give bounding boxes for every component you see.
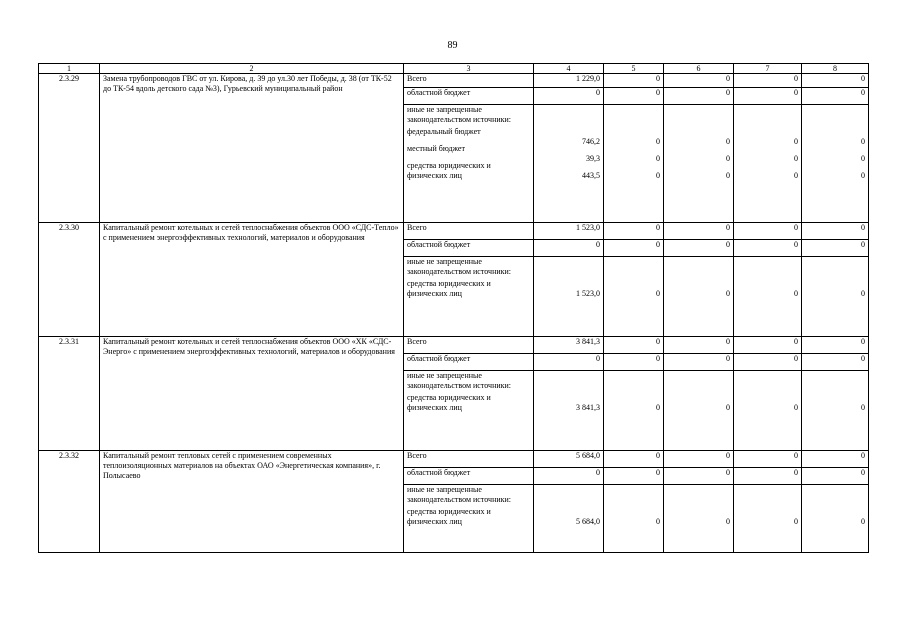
source-total-label: Всего [404, 223, 534, 240]
program-table [38, 63, 869, 553]
value-cell: 0 [604, 468, 664, 485]
value-cell: 5 684,0 [534, 451, 604, 468]
table-body [39, 74, 869, 553]
sub-source-label: средства юридических и физических лиц [407, 507, 491, 526]
item-code: 2.3.30 [39, 223, 100, 337]
sub-source-label: средства юридических и физических лиц [407, 393, 491, 412]
value-cell: 0 [734, 468, 802, 485]
other-sources-label: иные не запрещенные законодательством источники: [407, 485, 512, 504]
sub-source-label: средства юридических и физических лиц [407, 161, 491, 180]
value-cell [734, 485, 802, 553]
sub-source-label: местный бюджет [407, 144, 465, 153]
value-cell: 0 [604, 337, 664, 354]
value-cell [664, 105, 734, 223]
value-cell: 0 [604, 354, 664, 371]
value-cell: 0 [734, 240, 802, 257]
value-cell: 0 [664, 223, 734, 240]
value-cell: 0 [734, 74, 802, 88]
value-cell: 3 841,3 [534, 337, 604, 354]
sub-source-value: 0 [794, 403, 798, 412]
sub-source-value: 3 841,3 [576, 403, 600, 412]
value-cell: 0 [664, 240, 734, 257]
sub-source-value: 0 [656, 171, 660, 180]
value-cell [604, 257, 664, 337]
table-row [39, 223, 869, 240]
value-cell: 0 [664, 354, 734, 371]
other-sources-label: иные не запрещенные законодательством источники: [407, 105, 512, 124]
item-name: Замена трубопроводов ГВС от ул. Кирова, д. 39 до ул.30 лет Победы, д. 38 (от ТК-52 до ТК-54 вдоль детского сада №3), Гурьевский муниципальный район [100, 74, 404, 223]
value-cell [604, 105, 664, 223]
value-cell: 0 [734, 354, 802, 371]
value-cell [802, 371, 869, 451]
sub-source-value: 0 [656, 137, 660, 146]
other-sources-label: иные не запрещенные законодательством источники: [407, 371, 512, 390]
column-header-4: 4 [534, 64, 604, 74]
sub-source-value: 0 [861, 171, 865, 180]
sub-source-value: 0 [794, 289, 798, 298]
column-header-2: 2 [100, 64, 404, 74]
header-row [39, 64, 869, 74]
sub-source-value: 0 [861, 154, 865, 163]
sub-source-value: 0 [794, 171, 798, 180]
sub-source-value: 443,5 [582, 171, 600, 180]
value-cell: 0 [664, 337, 734, 354]
value-cell [802, 105, 869, 223]
value-cell [664, 485, 734, 553]
value-cell [802, 485, 869, 553]
source-total-label: Всего [404, 74, 534, 88]
value-cell [734, 105, 802, 223]
column-header-6: 6 [664, 64, 734, 74]
sub-source-value: 0 [794, 137, 798, 146]
value-cell [802, 257, 869, 337]
sub-source-value: 0 [656, 289, 660, 298]
value-cell: 0 [534, 468, 604, 485]
value-cell: 0 [604, 451, 664, 468]
value-cell: 0 [604, 74, 664, 88]
item-code: 2.3.32 [39, 451, 100, 553]
sub-source-value: 0 [656, 403, 660, 412]
value-cell [534, 105, 604, 223]
value-cell: 0 [604, 88, 664, 105]
value-cell [664, 257, 734, 337]
value-cell: 0 [802, 74, 869, 88]
value-cell: 0 [664, 88, 734, 105]
table-row [39, 337, 869, 354]
other-sources-label: иные не запрещенные законодательством источники: [407, 257, 512, 276]
other-sources-cell [404, 371, 534, 451]
item-name: Капитальный ремонт тепловых сетей с применением современных теплоизоляционных материалов на объектах ОАО «Энергетическая компания», г. Полысаево [100, 451, 404, 553]
value-cell: 0 [802, 468, 869, 485]
value-cell [604, 371, 664, 451]
sub-source-value: 0 [794, 154, 798, 163]
value-cell: 0 [664, 468, 734, 485]
source-regional-label: областной бюджет [404, 88, 534, 105]
item-name: Капитальный ремонт котельных и сетей теплоснабжения объектов ООО «СДС-Тепло» с применением энергоэффективных технологий, материалов и оборудования [100, 223, 404, 337]
value-cell [534, 257, 604, 337]
value-cell [734, 257, 802, 337]
column-header-7: 7 [734, 64, 802, 74]
sub-source-value: 0 [861, 403, 865, 412]
value-cell: 0 [604, 223, 664, 240]
sub-source-value: 5 684,0 [576, 517, 600, 526]
table-row [39, 74, 869, 88]
value-cell: 0 [802, 223, 869, 240]
item-code: 2.3.29 [39, 74, 100, 223]
sub-source-value: 0 [656, 154, 660, 163]
sub-source-value: 746,2 [582, 137, 600, 146]
other-sources-cell [404, 485, 534, 553]
sub-source-value: 0 [861, 517, 865, 526]
value-cell: 1 523,0 [534, 223, 604, 240]
sub-source-value: 0 [726, 403, 730, 412]
source-regional-label: областной бюджет [404, 240, 534, 257]
value-cell: 1 229,0 [534, 74, 604, 88]
sub-source-value: 39,3 [586, 154, 600, 163]
sub-source-label: федеральный бюджет [407, 127, 481, 136]
item-name: Капитальный ремонт котельных и сетей теплоснабжения объектов ООО «ХК «СДС-Энерго» с применением энергоэффективных технологий, материалов и оборудования [100, 337, 404, 451]
table-row [39, 451, 869, 468]
sub-source-value: 0 [726, 154, 730, 163]
other-sources-cell [404, 105, 534, 223]
sub-source-value: 0 [861, 289, 865, 298]
sub-source-value: 0 [726, 289, 730, 298]
column-header-1: 1 [39, 64, 100, 74]
source-total-label: Всего [404, 451, 534, 468]
value-cell [604, 485, 664, 553]
value-cell [734, 371, 802, 451]
value-cell: 0 [802, 88, 869, 105]
source-total-label: Всего [404, 337, 534, 354]
value-cell: 0 [734, 451, 802, 468]
sub-source-value: 0 [726, 137, 730, 146]
column-header-3: 3 [404, 64, 534, 74]
value-cell: 0 [664, 451, 734, 468]
value-cell [534, 485, 604, 553]
value-cell: 0 [734, 88, 802, 105]
other-sources-cell [404, 257, 534, 337]
value-cell: 0 [534, 88, 604, 105]
column-header-5: 5 [604, 64, 664, 74]
sub-source-value: 0 [861, 137, 865, 146]
value-cell: 0 [604, 240, 664, 257]
value-cell: 0 [802, 240, 869, 257]
value-cell: 0 [734, 223, 802, 240]
value-cell: 0 [802, 354, 869, 371]
value-cell [664, 371, 734, 451]
source-regional-label: областной бюджет [404, 468, 534, 485]
sub-source-label: средства юридических и физических лиц [407, 279, 491, 298]
value-cell: 0 [734, 337, 802, 354]
source-regional-label: областной бюджет [404, 354, 534, 371]
sub-source-value: 1 523,0 [576, 289, 600, 298]
sub-source-value: 0 [726, 517, 730, 526]
sub-source-value: 0 [794, 517, 798, 526]
item-code: 2.3.31 [39, 337, 100, 451]
sub-source-value: 0 [656, 517, 660, 526]
page-number: 89 [447, 40, 458, 51]
value-cell: 0 [664, 74, 734, 88]
value-cell: 0 [802, 337, 869, 354]
value-cell: 0 [534, 240, 604, 257]
column-header-8: 8 [802, 64, 869, 74]
value-cell: 0 [802, 451, 869, 468]
value-cell: 0 [534, 354, 604, 371]
value-cell [534, 371, 604, 451]
sub-source-value: 0 [726, 171, 730, 180]
